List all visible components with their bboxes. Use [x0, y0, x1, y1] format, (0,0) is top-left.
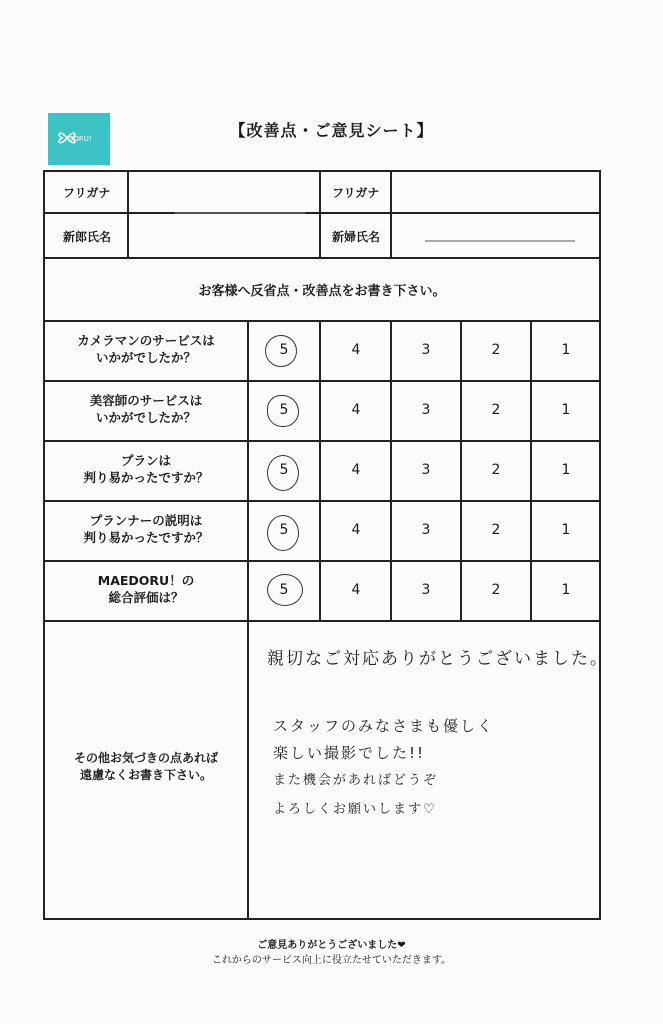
- score-5[interactable]: 5: [279, 342, 289, 358]
- score-5[interactable]: 5: [279, 582, 289, 598]
- score-4[interactable]: 4: [351, 522, 361, 538]
- bride-name-label: 新婦氏名: [332, 230, 381, 244]
- handwritten-comment: よろしくお願いします♡: [273, 802, 437, 817]
- selected-score-circle: [265, 335, 297, 367]
- handwritten-comment: また機会があればどうぞ: [273, 773, 439, 788]
- score-5[interactable]: 5: [279, 402, 289, 418]
- score-2[interactable]: 2: [491, 582, 501, 598]
- question-planner: プランナーの説明は 判り易かったですか？: [83, 513, 209, 545]
- score-4[interactable]: 4: [351, 582, 361, 598]
- furigana-label-groom: フリガナ: [63, 186, 111, 200]
- selected-score-circle: [267, 395, 299, 427]
- instruction-text: お客様へ反省点・改善点をお書き下さい。: [198, 284, 446, 299]
- score-3[interactable]: 3: [421, 522, 431, 538]
- sheet-title: 【改善点・ご意見シート】: [229, 121, 434, 140]
- comments-label: その他お気づきの点あれば 遠慮なくお書き下さい。: [73, 751, 218, 782]
- handwritten-comment: スタッフのみなさまも優しく: [273, 717, 495, 735]
- handwritten-comment: 楽しい撮影でした!!: [273, 744, 426, 762]
- score-2[interactable]: 2: [491, 462, 501, 478]
- feedback-sheet: [43, 170, 609, 920]
- score-1[interactable]: 1: [561, 402, 571, 418]
- score-4[interactable]: 4: [351, 462, 361, 478]
- question-overall: MAEDORU！の 総合評価は？: [97, 573, 195, 605]
- question-hair-makeup: 美容師のサービスは いかがでしたか？: [89, 393, 203, 425]
- selected-score-circle: [267, 515, 299, 551]
- score-2[interactable]: 2: [491, 342, 501, 358]
- question-plan: プランは 判り易かったですか？: [83, 453, 209, 485]
- footer-note: これからのサービス向上に役立たせていただきます。: [211, 955, 452, 966]
- redacted-name: [425, 240, 575, 242]
- redacted-name: [175, 212, 305, 214]
- selected-score-circle: [267, 455, 299, 491]
- score-5[interactable]: 5: [279, 462, 289, 478]
- score-1[interactable]: 1: [561, 582, 571, 598]
- score-3[interactable]: 3: [421, 582, 431, 598]
- furigana-label-bride: フリガナ: [332, 186, 380, 200]
- score-2[interactable]: 2: [491, 522, 501, 538]
- score-1[interactable]: 1: [561, 522, 571, 538]
- score-5[interactable]: 5: [279, 522, 289, 538]
- logo-text: DORU!: [68, 135, 92, 143]
- score-4[interactable]: 4: [351, 342, 361, 358]
- score-1[interactable]: 1: [561, 342, 571, 358]
- score-3[interactable]: 3: [421, 402, 431, 418]
- score-3[interactable]: 3: [421, 342, 431, 358]
- score-2[interactable]: 2: [491, 402, 501, 418]
- groom-name-label: 新郎氏名: [63, 230, 112, 244]
- question-camera: カメラマンのサービスは いかがでしたか？: [77, 333, 215, 365]
- score-4[interactable]: 4: [351, 402, 361, 418]
- handwritten-comment: 親切なご対応ありがとうございました。: [267, 649, 609, 669]
- score-1[interactable]: 1: [561, 462, 571, 478]
- selected-score-circle: [267, 574, 303, 606]
- footer-thanks: ご意見ありがとうございました❤: [257, 940, 406, 951]
- score-3[interactable]: 3: [421, 462, 431, 478]
